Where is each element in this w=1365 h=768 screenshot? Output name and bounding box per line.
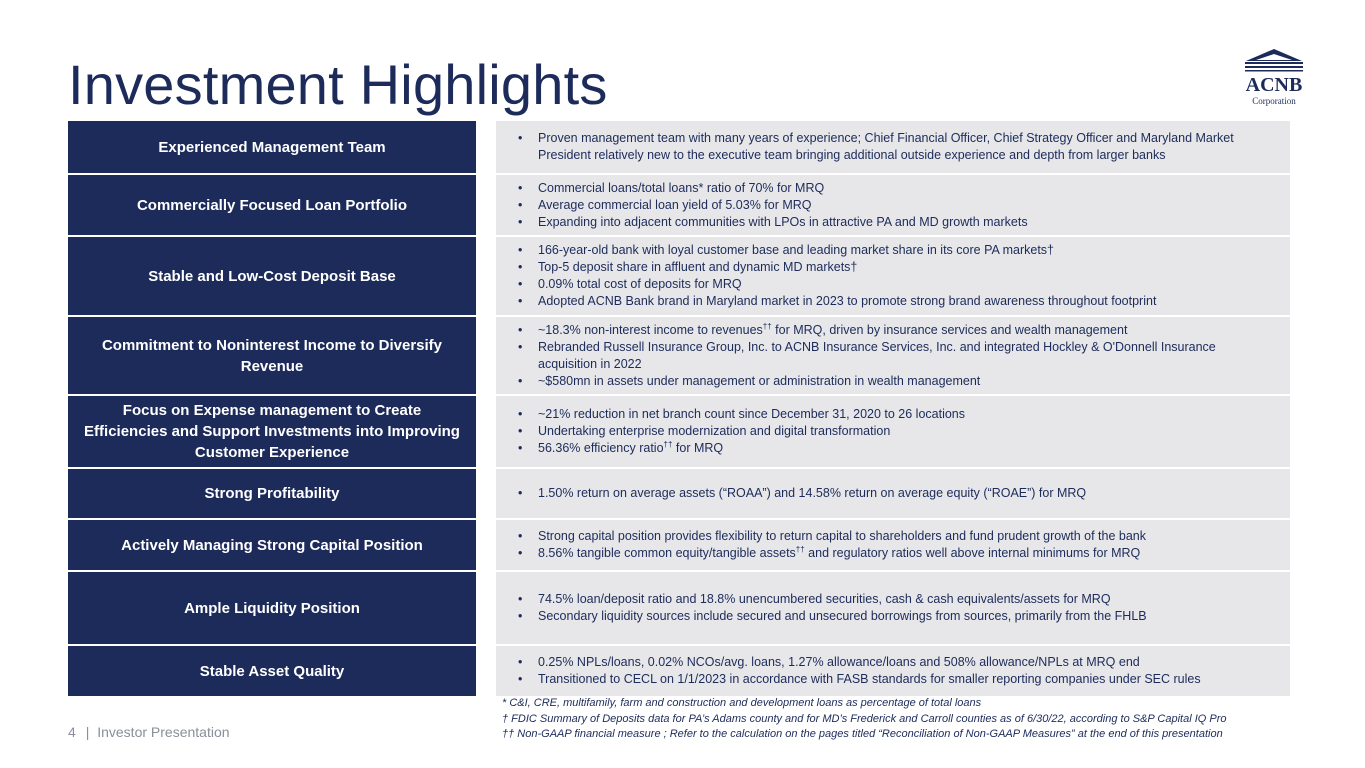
highlight-label: Ample Liquidity Position (68, 572, 476, 644)
footnote: * C&I, CRE, multifamily, farm and construction and development loans as percentage of total loans (502, 697, 982, 709)
highlight-content (496, 520, 1290, 570)
highlight-content (496, 237, 1290, 315)
highlight-bullet: • 166-year-old bank with loyal customer base and leading market share in its core PA markets† (518, 242, 1270, 259)
footer-separator: | (85, 724, 90, 740)
highlight-bullet: • Commercial loans/total loans* ratio of 70% for MRQ (518, 180, 1270, 197)
highlight-bullet: • ~18.3% non-interest income to revenues†† for MRQ, driven by insurance services and wealth management (518, 322, 1270, 339)
highlight-row-expense-management (68, 396, 1290, 467)
highlight-bullet: • Top-5 deposit share in affluent and dynamic MD markets† (518, 259, 1270, 276)
footer-label: Investor Presentation (97, 724, 230, 740)
footnotes (502, 696, 1227, 743)
highlight-label: Stable and Low-Cost Deposit Base (68, 237, 476, 315)
highlight-label: Focus on Expense management to Create Efficiencies and Support Investments into Improving Customer Experience (68, 396, 476, 467)
highlight-bullet: • 8.56% tangible common equity/tangible assets†† and regulatory ratios well above internal minimums for MRQ (518, 545, 1270, 562)
highlight-content (496, 317, 1290, 394)
highlight-bullet: • ~$580mn in assets under management or administration in wealth management (518, 373, 1270, 390)
highlight-bullet: • Transitioned to CECL on 1/1/2023 in accordance with FASB standards for smaller reporting companies under SEC rules (518, 671, 1270, 688)
highlight-content (496, 469, 1290, 518)
highlight-bullet: • Undertaking enterprise modernization and digital transformation (518, 423, 1270, 440)
highlight-content (496, 396, 1290, 467)
highlight-bullet: • Adopted ACNB Bank brand in Maryland market in 2023 to promote strong brand awareness throughout footprint (518, 293, 1270, 310)
page-footer (68, 724, 230, 740)
highlight-row-asset-quality (68, 646, 1290, 696)
highlight-label: Commercially Focused Loan Portfolio (68, 175, 476, 235)
highlight-label: Actively Managing Strong Capital Position (68, 520, 476, 570)
page-number: 4 (68, 724, 76, 740)
highlight-bullet: • ~21% reduction in net branch count since December 31, 2020 to 26 locations (518, 406, 1270, 423)
page-title: Investment Highlights (68, 53, 608, 116)
highlight-bullet: • Rebranded Russell Insurance Group, Inc. to ACNB Insurance Services, Inc. and integrated Hockley & O'Donnell Insurance acquisition in 2022 (518, 339, 1270, 373)
highlight-label: Stable Asset Quality (68, 646, 476, 696)
logo-name: ACNB (1245, 74, 1303, 96)
highlight-bullet: • 0.25% NPLs/loans, 0.02% NCOs/avg. loans, 1.27% allowance/loans and 508% allowance/NPLs at MRQ end (518, 654, 1270, 671)
highlight-bullet: • Proven management team with many years of experience; Chief Financial Officer, Chief Strategy Officer and Maryland Market President relatively new to the executive team bringing additional outside experience and depth from larger banks (518, 130, 1270, 164)
highlight-content (496, 121, 1290, 173)
highlight-bullet: • 74.5% loan/deposit ratio and 18.8% unencumbered securities, cash & cash equivalents/assets for MRQ (518, 591, 1270, 608)
highlight-bullet: • Average commercial loan yield of 5.03% for MRQ (518, 197, 1270, 214)
highlight-row-management (68, 121, 1290, 173)
highlight-label: Commitment to Noninterest Income to Diversify Revenue (68, 317, 476, 394)
highlight-bullet: • 56.36% efficiency ratio†† for MRQ (518, 440, 1270, 457)
footnote: †† Non-GAAP financial measure ; Refer to the calculation on the pages titled “Reconciliation of Non-GAAP Measures” at the end of this presentation (502, 728, 1223, 740)
highlight-label: Experienced Management Team (68, 121, 476, 173)
highlight-content (496, 646, 1290, 696)
highlight-bullet: • 1.50% return on average assets (“ROAA”) and 14.58% return on average equity (“ROAE”) for MRQ (518, 485, 1270, 502)
highlights-table (68, 121, 1290, 698)
highlight-row-deposit-base (68, 237, 1290, 315)
highlight-row-profitability (68, 469, 1290, 518)
highlight-row-capital-position (68, 520, 1290, 570)
highlight-content (496, 572, 1290, 644)
highlight-content (496, 175, 1290, 235)
highlight-bullet: • Strong capital position provides flexibility to return capital to shareholders and fund prudent growth of the bank (518, 528, 1270, 545)
highlight-row-liquidity (68, 572, 1290, 644)
acnb-logo-graphic (1240, 48, 1308, 110)
highlight-bullet: • Expanding into adjacent communities with LPOs in attractive PA and MD growth markets (518, 214, 1270, 231)
highlight-row-noninterest-income (68, 317, 1290, 394)
footnote: † FDIC Summary of Deposits data for PA’s Adams county and for MD’s Frederick and Carroll counties as of 6/30/22, according to S&P Capital IQ Pro (502, 712, 1227, 725)
acnb-logo (1240, 48, 1308, 110)
highlight-bullet: • Secondary liquidity sources include secured and unsecured borrowings from sources, primarily from the FHLB (518, 608, 1270, 625)
highlight-bullet: • 0.09% total cost of deposits for MRQ (518, 276, 1270, 293)
logo-subtitle: Corporation (1252, 96, 1296, 106)
highlight-label: Strong Profitability (68, 469, 476, 518)
highlight-row-loan-portfolio (68, 175, 1290, 235)
